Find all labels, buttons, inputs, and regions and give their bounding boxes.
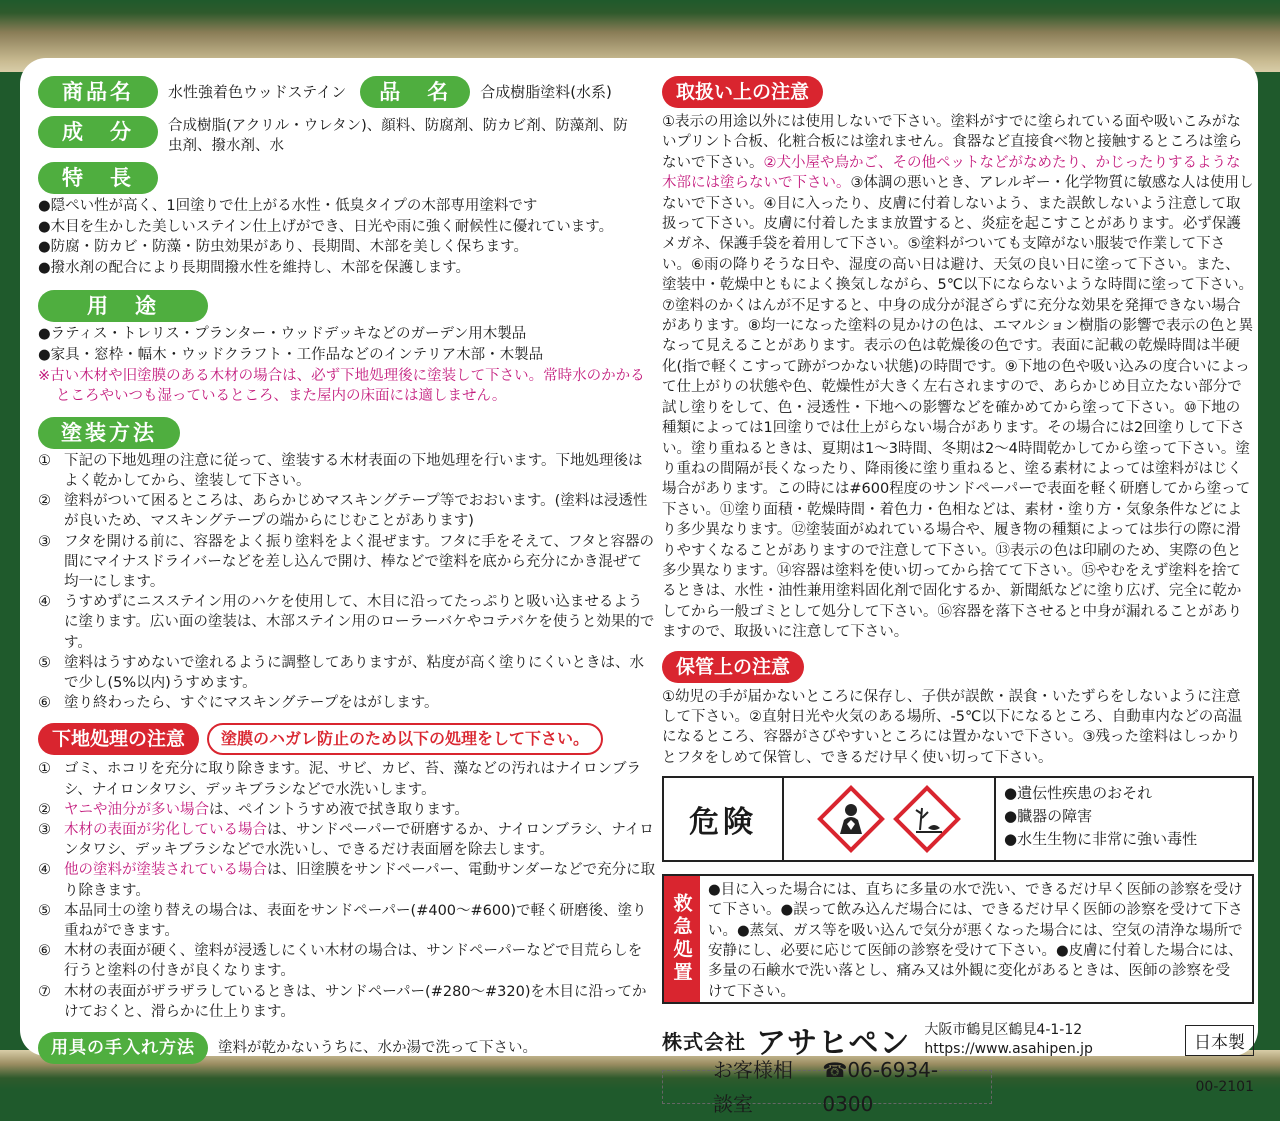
item-number: ⑦: [38, 983, 51, 1000]
company-address: 大阪市鶴見区鶴見4-1-12: [924, 1022, 1083, 1039]
environment-hazard-icon: [892, 784, 962, 854]
item-highlight: 他の塗料が塗装されている場合: [64, 862, 267, 879]
item-number: ⑤: [38, 654, 51, 671]
item-text: うすめずにニスステイン用のハケを使用して、木目に沿ってたっぷりと吸い込ませるように塗ります。広い面の塗装は、木部ステイン用のローラーバケやコテバケを使うと効果的です。: [64, 594, 655, 651]
storage-label: 保管上の注意: [662, 651, 804, 683]
item-number: ③: [38, 822, 51, 838]
handling-text-b: ③体調の悪いとき、アレルギー・化学物質に敏感な人は使用しないで下さい。④目に入ったり、皮膚に付着しないよう、また誤飲しないよう注意して取扱って下さい。皮膚に付着したまま放置すると、炎症を起こすことがあります。必ず保護メガネ、保護手袋を着用して下さい。⑤塗料がついても支障がない服装で作業して下さい。⑥雨の降りそうな日や、湿度の高い日は避け、天気の良い日に塗って下さい。また、塗装中・乾燥中ともによく換気しながら、5℃以下にならないような時間に塗って下さい。⑦塗料のかくはんが不足すると、中身の成分が混ざらずに充分な効果を発揮できない場合があります。⑧均一になった塗料の見かけの色は、エマルション樹脂の影響で表示の色と異なって見えることがあります。表示の色は乾燥後の色です。表面に記載の乾燥時間は半硬化(指で軽くこすって跡がつかない状態)の時間です。⑨下地の色や吸い込みの度合いによって仕上がりの状態や色、乾燥性が大きく左右されますので、あらかじめ目立たない部分で試し塗りをして、色・浸透性・下地への影響などを確かめてから塗って下さい。⑩下地の種類によっては1回塗りでは仕上がらない場合があります。その場合には2回塗りして下さい。塗り重ねるときは、夏期は1〜3時間、冬期は2〜4時間乾かしてから塗って下さい。塗り重ねの間隔が長くなったり、降雨後に塗り重ねると、塗る素材によっては塗料がはじく場合があります。この時には#600程度のサンドペーパーで表面を軽く研磨してから塗って下さい。⑪塗り面積・乾燥時間・着色力・色相などは、素材・塗り方・気象条件などにより多少異なります。⑫塗装面がぬれている場合や、履き物の種類によっては歩行の際に滑りやすくなることがありますので注意して下さい。⑬表示の色は印刷のため、実際の色と多少異なります。⑭容器は塗料を使い切ってから捨てて下さい。⑮やむをえず塗料を捨てるときは、水性・油性兼用塗料固化剤で固化するか、新聞紙などに塗り広げ、完全に乾かしてから一般ゴミとして処分して下さい。⑯容器を落下させると中身が漏れることがありますので、取扱いに注意して下さい。: [662, 175, 1254, 641]
item-number: ⑤: [38, 902, 51, 919]
list-item: [38, 653, 656, 693]
storage-text: ①幼児の手が届かないところに保存し、子供が誤飲・誤食・いたずらをしないように注意して下さい。②直射日光や火気のある場所、-5℃以下になるところ、自動車内などの高温になるところ、容器がさびやすいところには置かないで下さい。③残った塗料はしっかりとフタをしめて保管し、できるだけ早く使い切って下さい。: [662, 688, 1243, 766]
list-item: ●隠ぺい性が高く、1回塗りで仕上がる水性・低臭タイプの木部専用塗料です: [38, 198, 538, 214]
item-number: ①: [38, 452, 51, 469]
prep-section: [38, 723, 656, 1022]
product-name-row: [38, 76, 656, 108]
storage-section: [662, 651, 1254, 769]
item-number: ③: [38, 533, 51, 550]
features-section: [38, 162, 656, 278]
uses-list: [38, 324, 656, 365]
item-text: ゴミ、ホコリを充分に取り除きます。泥、サビ、カビ、苔、藻などの汚れはナイロンブラシ、ナイロンタワシ、デッキブラシなどで水洗いします。: [64, 761, 641, 798]
hazard-list: [996, 778, 1252, 860]
features-list: [38, 196, 656, 278]
care-text: 塗料が乾かないうちに、水か湯で洗って下さい。: [218, 1040, 537, 1057]
list-item: [38, 532, 656, 593]
care-row: [38, 1032, 656, 1064]
left-column: [38, 76, 656, 1064]
item-text: 塗り終わったら、すぐにマスキングテープをはがします。: [64, 695, 439, 712]
list-item: [38, 800, 656, 820]
list-item: [38, 759, 656, 799]
item-number: ⑥: [38, 695, 51, 712]
item-text: 本品同士の塗り替えの場合は、表面をサンドペーパー(#400〜#600)で軽く研磨後、塗り重ねができます。: [64, 902, 647, 940]
list-item: ●防腐・防カビ・防藻・防虫効果があり、長期間、木部を美しく保ちます。: [38, 239, 528, 256]
item-text: 塗料がついて困るところは、あらかじめマスキングテープ等でおおいます。(塗料は浸透性が良いため、マスキングテープの端からにじむことがあります): [64, 493, 648, 530]
made-in-badge: 日本製: [1185, 1025, 1254, 1056]
consult-label: お客様相談室: [713, 1058, 793, 1117]
ingredients-value: 合成樹脂(アクリル・ウレタン)、顔料、防腐剤、防カビ剤、防藻剤、防虫剤、撥水剤、水: [168, 118, 628, 154]
handling-text: [662, 112, 1254, 643]
product-kind-label: 品 名: [360, 76, 470, 108]
list-item: ●木目を生かした美しいステイン仕上げができ、日光や雨に強く耐候性に優れています。: [38, 218, 614, 235]
method-section: [38, 417, 656, 714]
list-item: ●家具・窓枠・幅木・ウッドクラフト・工作品などのインテリア木部・木製品: [38, 346, 544, 363]
item-text: は、サンドペーパーで研磨するか、ナイロンブラシ、ナイロンタワシ、デッキブラシなどで水洗いし、できるだけ表面層を除去します。: [64, 822, 654, 859]
list-item: [38, 860, 656, 900]
product-code: 00-2101: [1195, 1079, 1254, 1096]
ghs-pictograms: [784, 778, 996, 860]
method-label: 塗装方法: [38, 417, 180, 449]
danger-box: [662, 776, 1254, 862]
health-hazard-icon: [816, 784, 886, 854]
item-highlight: ヤニや油分が多い場合: [64, 801, 209, 818]
item-number: ①: [38, 761, 51, 778]
list-item: ●ラティス・トレリス・プランター・ウッドデッキなどのガーデン用木製品: [38, 326, 527, 343]
company-type: 株式会社: [662, 1029, 746, 1054]
method-list: [38, 451, 656, 714]
care-label: 用具の手入れ方法: [38, 1032, 208, 1064]
list-item: ●遺伝性疾患のおそれ: [1004, 784, 1153, 803]
list-item: ●撥水剤の配合により長期間撥水性を維持し、木部を保護します。: [38, 259, 470, 276]
handling-text-a: ①表示の用途以外には使用しないで下さい。塗料がすでに塗られている面や吸いこみがないプリント合板、化粧合板には塗れません。食器など直接食べ物と接触するところは塗らないで下さい。: [662, 114, 1243, 171]
handling-label: 取扱い上の注意: [662, 76, 823, 108]
product-name-label: 商品名: [38, 76, 158, 108]
item-text: 塗料はうすめないで塗れるように調整してありますが、粘度が高く塗りにくいときは、水で少し(5%以内)うすめます。: [64, 654, 644, 691]
consult-box: [662, 1058, 992, 1117]
list-item: [38, 901, 656, 941]
features-label: 特 長: [38, 162, 158, 194]
item-number: ④: [38, 594, 51, 611]
prep-label: 下地処理の注意: [38, 723, 199, 755]
list-item: ●臓器の障害: [1004, 807, 1093, 826]
firstaid-box: [662, 874, 1254, 1004]
item-number: ④: [38, 862, 51, 879]
prep-list: [38, 759, 656, 1022]
danger-word: 危険: [664, 778, 784, 860]
item-text: 下記の下地処理の注意に従って、塗装する木材表面の下地処理を行います。下地処理後はよく乾かしてから、塗装して下さい。: [64, 452, 643, 489]
uses-label: 用 途: [38, 290, 208, 322]
consult-phone: ☎06-6934-0300: [822, 1058, 939, 1117]
list-item: [38, 820, 656, 860]
item-text: 木材の表面がザラザラしているときは、サンドペーパー(#280〜#320)を木目に沿ってかけておくと、滑らかに仕上ります。: [64, 983, 647, 1020]
firstaid-text: ●目に入った場合には、直ちに多量の水で洗い、できるだけ早く医師の診察を受けて下さい。●誤って飲み込んだ場合には、できるだけ早く医師の診察を受けて下さい。●蒸気、ガス等を吸い込んで気分が悪くなった場合には、空気の清浄な場所で安静にし、必要に応じて医師の診察を受けて下さい。●皮膚に付着した場合には、多量の石鹸水で洗い落とし、痛み又は外観に変化があるときは、医師の診察を受けて下さい。: [708, 882, 1243, 1000]
consult-row: [662, 1058, 1254, 1117]
list-item: [38, 982, 656, 1022]
prep-warning: 塗膜のハガレ防止のため以下の処理をして下さい。: [207, 723, 603, 755]
item-highlight: 木材の表面が劣化している場合: [64, 822, 267, 838]
list-item: [38, 451, 656, 491]
item-number: ⑥: [38, 943, 51, 960]
product-name-value: 水性強着色ウッドステイン: [168, 83, 347, 101]
uses-note: ※古い木材や旧塗膜のある木材の場合は、必ず下地処理後に塗装して下さい。常時水のかかるところやいつも湿っているところ、また屋内の床面には適しません。: [38, 367, 645, 405]
company-url: https://www.asahipen.jp: [924, 1041, 1093, 1058]
item-number: ②: [38, 801, 51, 818]
ingredients-row: [38, 116, 656, 156]
ingredients-label: 成 分: [38, 116, 158, 148]
brand-logo: アサヒペン: [756, 1026, 911, 1062]
list-item: [38, 592, 656, 653]
item-text: フタを開ける前に、容器をよく振り塗料をよく混ぜます。フタに手をそえて、フタと容器の間にマイナスドライバーなどを差し込んで開け、棒などで塗料を底から充分にかき混ぜて均一にします。: [64, 533, 655, 590]
product-kind-value: 合成樹脂塗料(水系): [480, 83, 612, 101]
list-item: [38, 693, 656, 713]
firstaid-label: 救急処置: [664, 876, 700, 1002]
company-address-block: [924, 1021, 1093, 1059]
item-text: は、旧塗膜をサンドペーパー、電動サンダーなどで充分に取り除きます。: [64, 862, 656, 899]
item-text: 木材の表面が硬く、塗料が浸透しにくい木材の場合は、サンドペーパーなどで目荒らしを行うと塗料の付きが良くなります。: [64, 943, 643, 980]
item-number: ②: [38, 493, 51, 510]
handling-text-pink: ②犬小屋や鳥かご、その他ペットなどがなめたり、かじったりするような木部には塗らないで下さい。: [662, 154, 1241, 192]
prep-header: [38, 723, 656, 755]
right-column: [662, 76, 1254, 1117]
list-item: ●水生生物に非常に強い毒性: [1004, 830, 1198, 849]
list-item: [38, 941, 656, 981]
list-item: [38, 491, 656, 531]
uses-section: [38, 290, 656, 406]
item-text: は、ペイントうすめ液で拭き取ります。: [209, 801, 469, 818]
